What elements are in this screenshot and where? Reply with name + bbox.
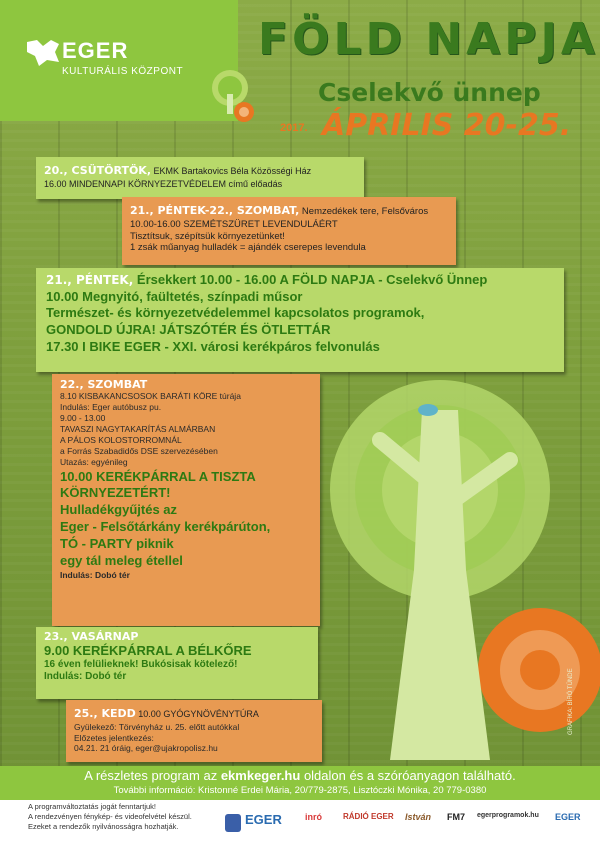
big-tree-icon (300, 370, 600, 760)
event-line: 1 zsák műanyag hulladék = ajándék cserepes levendula (130, 241, 366, 253)
event-place: Nemzedékek tere, Felsőváros (299, 206, 429, 217)
event-line: Utazás: egyénileg (60, 457, 128, 468)
sponsor-logo: EGER (555, 812, 581, 822)
event-place: Érsekkert 10.00 - 16.00 A FÖLD NAPJA - Cselekvő Ünnep (133, 272, 488, 287)
footer-info (0, 768, 600, 783)
logo-box (0, 0, 238, 121)
event-line: Indulás: Eger autóbusz pu. (60, 402, 162, 413)
graphic-credit: GRAFIKA: BÍRÓ TÜNDE (568, 668, 574, 735)
small-tree-icon (208, 64, 258, 124)
event-title: 10.00 GYÓGYNÖVÉNYTÚRA (135, 709, 259, 719)
event-box-sunday (36, 627, 318, 699)
sponsor-logo: FM7 (447, 812, 465, 822)
dates: ÁPRILIS 20-25. (322, 108, 572, 143)
logo-subtitle: KULTURÁLIS KÖZPONT (62, 66, 184, 77)
event-line: 9.00 KERÉKPÁRRAL A BÉLKŐRE (44, 643, 252, 659)
event-line: Tisztítsuk, szépítsük környezetünket! (130, 230, 285, 242)
event-day: 23., VASÁRNAP (44, 630, 139, 643)
event-line: 04.21. 21 óráig, eger@ujakropolisz.hu (74, 743, 218, 754)
event-header (74, 703, 314, 722)
disclaimer-line: A programváltoztatás jogát fenntartjuk! (28, 802, 156, 811)
event-line: 10.00-16.00 SZEMÉTSZÜRET LEVENDULÁÉRT (130, 219, 338, 231)
eger-logo-icon (25, 38, 61, 68)
sponsor-logo: egerprogramok.hu (477, 812, 539, 819)
event-header (130, 200, 448, 219)
event-line: TAVASZI NAGYTAKARÍTÁS ALMÁRBAN (60, 424, 216, 435)
event-line: 10.00 Megnyitó, faültetés, színpadi műsor (46, 288, 303, 304)
logo-name: EGER (62, 38, 129, 63)
footer-bar (0, 766, 600, 800)
event-header (46, 272, 554, 289)
event-line: Eger - Felsőtárkány kerékpárúton, (60, 519, 271, 535)
sub-title: Cselekvő ünnep (318, 78, 541, 107)
sponsor-logo: RÁDIÓ EGER (343, 812, 394, 821)
footer-text: oldalon és a szóróanyagon található. (300, 768, 516, 783)
disclaimer-line: A rendezvényen fénykép- és videofelvétel készül. (28, 811, 192, 821)
event-place: EKMK Bartakovics Béla Közösségi Ház (151, 166, 312, 176)
sponsor-logo: inró (305, 812, 322, 822)
year: 2017. (280, 122, 308, 134)
event-line: TÓ - PARTY piknik (60, 536, 174, 552)
event-day: 20., CSÜTÖRTÖK, (44, 164, 152, 177)
event-line: 10.00 KERÉKPÁRRAL A TISZTA (60, 468, 256, 484)
event-day: 21., PÉNTEK, (46, 273, 134, 287)
event-line: Indulás: Dobó tér (60, 569, 130, 580)
event-line: a Forrás Szabadidős DSE szervezésében (60, 446, 218, 457)
event-line: GONDOLD ÚJRA! JÁTSZÓTÉR ÉS ÖTLETTÁR (46, 321, 331, 337)
event-header (44, 160, 356, 179)
event-line: A PÁLOS KOLOSTORROMNÁL (60, 435, 182, 446)
sponsor-logo: EGER (245, 812, 282, 827)
event-line: Gyülekező: Törvényház u. 25. előtt autókkal (74, 722, 240, 733)
sponsor-logos (225, 812, 585, 836)
event-line: Előzetes jelentkezés: (74, 732, 154, 743)
footer-link[interactable]: ekmkeger.hu (220, 768, 301, 783)
event-box-tuesday (66, 700, 322, 762)
event-box-friday-saturday (122, 197, 456, 265)
event-line: 9.00 - 13.00 (60, 413, 106, 424)
coat-of-arms-icon (225, 814, 241, 832)
disclaimer-line: Ezeket a rendezők nyilvánosságra hozhatják. (28, 821, 179, 831)
event-line: 16 éven felülieknek! Bukósisak kötelező! (44, 658, 238, 670)
event-line: Hulladékgyűjtés az (60, 502, 178, 518)
disclaimer (28, 802, 192, 831)
event-line: 16.00 MINDENNAPI KÖRNYEZETVÉDELEM című előadás (44, 179, 283, 190)
sponsor-logo: István (405, 812, 432, 822)
event-line: KÖRNYEZETÉRT! (60, 485, 171, 501)
event-day: 22., SZOMBAT (60, 378, 148, 391)
footer-contact: További információ: Kristonné Erdei Mária, 20/779-2875, Lisztóczki Mónika, 20 779-0380 (113, 785, 487, 796)
event-box-friday (36, 268, 564, 372)
event-box-thursday (36, 157, 364, 199)
event-day: 25., KEDD (74, 707, 136, 720)
main-title: FÖLD NAPJA (258, 14, 599, 65)
event-day: 21., PÉNTEK-22., SZOMBAT, (130, 204, 300, 217)
event-line: Indulás: Dobó tér (44, 670, 127, 682)
event-box-saturday (52, 374, 320, 626)
footer-text: A részletes program az (84, 768, 221, 783)
event-line: egy tál meleg étellel (60, 552, 183, 568)
event-line: Természet- és környezetvédelemmel kapcsolatos programok, (46, 305, 425, 321)
event-line: 8.10 KISBAKANCSOSOK BARÁTI KÖRE túrája (60, 391, 241, 402)
footer (0, 766, 600, 844)
event-line: 17.30 I BIKE EGER - XXI. városi kerékpáros felvonulás (46, 338, 380, 354)
